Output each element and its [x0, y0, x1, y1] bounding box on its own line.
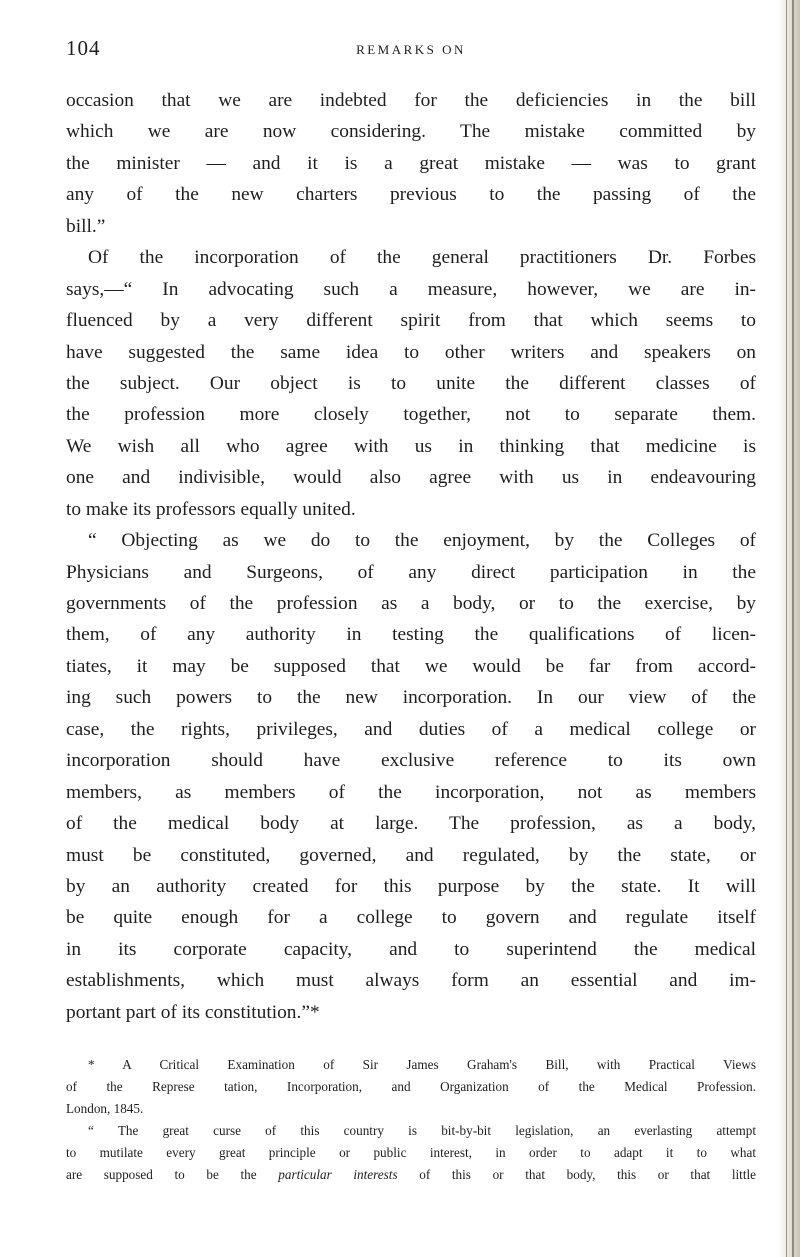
- text-line: the minister — and it is a great mistake — was to grant: [66, 152, 756, 174]
- footnote-line: [66, 1164, 756, 1186]
- text-line: “ Objecting as we do to the enjoyment, by the Colleges of: [88, 530, 756, 552]
- text-line: them, of any authority in testing the qualifications of licen-: [66, 624, 756, 646]
- text-line: fluenced by a very different spirit from that which seems to: [66, 310, 756, 332]
- text-line: bill.”: [66, 215, 106, 237]
- text-line: the subject. Our object is to unite the different classes of: [66, 372, 756, 394]
- text-line: Of the incorporation of the general practitioners Dr. Forbes: [88, 247, 756, 269]
- text-line: ing such powers to the new incorporation. In our view of the: [66, 687, 756, 709]
- text-line: which we are now considering. The mistake committed by: [66, 121, 756, 143]
- text-line: incorporation should have exclusive reference to its own: [66, 750, 756, 772]
- body-text: [66, 85, 756, 1028]
- text-line: by an authority created for this purpose by the state. It will: [66, 875, 756, 897]
- text-line: one and indivisible, would also agree with us in endeavouring: [66, 467, 756, 489]
- text-line: establishments, which must always form an essential and im-: [66, 970, 756, 992]
- footnote-line: of the Represe tation, Incorporation, and Organization of the Medical Profession.: [66, 1079, 756, 1094]
- text-line: the profession more closely together, not to separate them.: [66, 404, 756, 426]
- text-line: must be constituted, governed, and regulated, by the state, or: [66, 844, 756, 866]
- running-head: [66, 36, 756, 62]
- text-line: be quite enough for a college to govern and regulate itself: [66, 907, 756, 929]
- footnote-line: to mutilate every great principle or public interest, in order to adapt it to what: [66, 1145, 756, 1160]
- footnote-line: “ The great curse of this country is bit-by-bit legislation, an everlasting attempt: [88, 1123, 756, 1138]
- text-line: members, as members of the incorporation, not as members: [66, 781, 756, 803]
- footnotes: [66, 1054, 756, 1186]
- footnote-text: of this or that body, this or that little: [419, 1167, 757, 1182]
- text-line: have suggested the same idea to other writers and speakers on: [66, 341, 756, 363]
- page-edge-shadow: [778, 0, 800, 1257]
- text-line: to make its professors equally united.: [66, 498, 356, 520]
- text-line: We wish all who agree with us in thinking that medicine is: [66, 435, 756, 457]
- text-line: Physicians and Surgeons, of any direct participation in the: [66, 561, 756, 583]
- text-line: of the medical body at large. The profession, as a body,: [66, 813, 756, 835]
- text-line: case, the rights, privileges, and duties of a medical college or: [66, 718, 756, 740]
- footnote-text: are supposed to be the: [66, 1167, 257, 1182]
- text-line: portant part of its constitution.”*: [66, 1001, 320, 1023]
- text-line: governments of the profession as a body, or to the exercise, by: [66, 593, 756, 614]
- page-number: 104: [66, 36, 101, 60]
- text-line: in its corporate capacity, and to superintend the medical: [66, 938, 756, 960]
- footnote-line: * A Critical Examination of Sir James Graham's Bill, with Practical Views: [88, 1057, 756, 1072]
- footnote-italic-text: particular interests: [278, 1167, 398, 1182]
- text-line: occasion that we are indebted for the deficiencies in the bill: [66, 90, 756, 111]
- text-line: any of the new charters previous to the passing of the: [66, 184, 756, 206]
- footnote-line: London, 1845.: [66, 1101, 144, 1116]
- text-line: tiates, it may be supposed that we would be far from accord-: [66, 655, 756, 677]
- running-title: REMARKS ON: [356, 42, 466, 57]
- text-line: says,—“ In advocating such a measure, however, we are in-: [66, 278, 756, 300]
